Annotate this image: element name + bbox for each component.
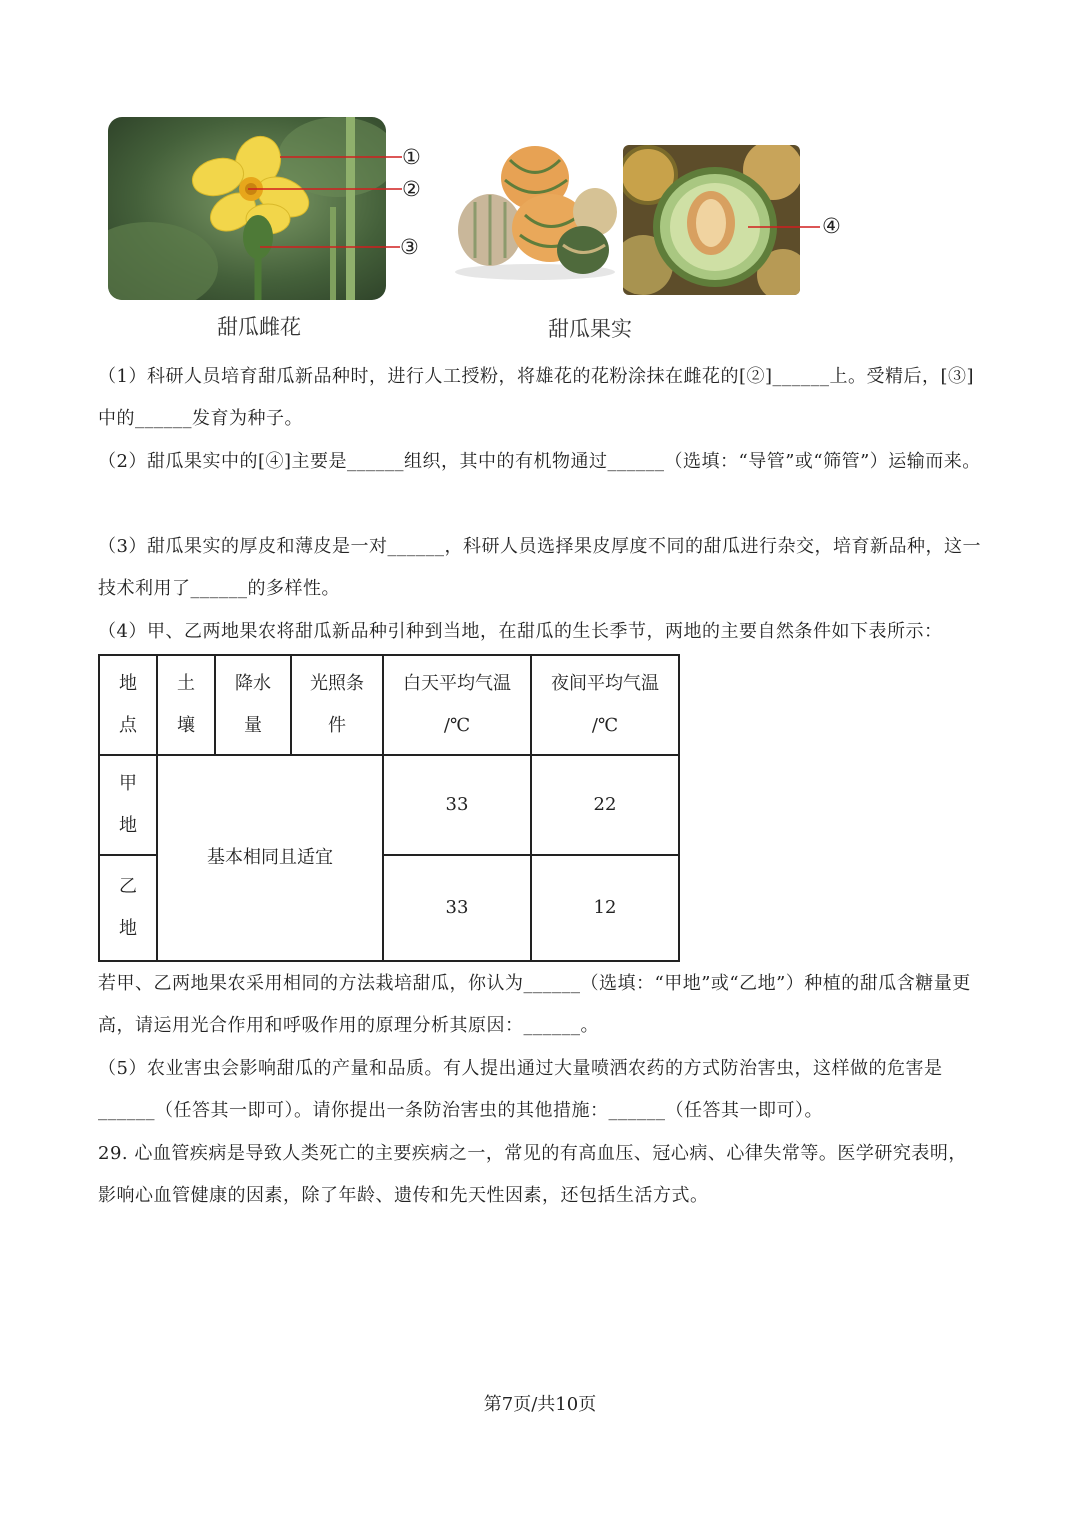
question-2: （2）甜瓜果实中的[④]主要是______组织，其中的有机物通过______（选填：“导管”或“筛管”）运输而来。 <box>98 451 981 472</box>
fruit-caption: 甜瓜果实 <box>548 317 632 341</box>
question-4-followup: 若甲、乙两地果农采用相同的方法栽培甜瓜，你认为______（选填：“甲地”或“乙地”）种植的甜瓜含糖量更高，请运用光合作用和呼吸作用的原理分析其原因：______。 <box>98 973 971 1036</box>
header-location: 地 点 <box>99 655 157 755</box>
label-2: ② <box>402 177 421 201</box>
day-temp-cell: 33 <box>383 755 531 855</box>
question-29: 29. 心血管疾病是导致人类死亡的主要疾病之一，常见的有高血压、冠心病、心律失常等。医学研究表明，影响心血管健康的因素，除了年龄、遗传和先天性因素，还包括生活方式。 <box>98 1143 967 1206</box>
place-cell: 乙 地 <box>99 855 157 961</box>
night-temp-cell: 22 <box>531 755 679 855</box>
place-cell: 甲 地 <box>99 755 157 855</box>
question-3: （3）甜瓜果实的厚皮和薄皮是一对______，科研人员选择果皮厚度不同的甜瓜进行杂交，培育新品种，这一技术利用了______的多样性。 <box>98 536 981 599</box>
shared-conditions-cell: 基本相同且适宜 <box>157 755 383 961</box>
header-rain: 降水 量 <box>215 655 291 755</box>
table-row <box>99 755 679 855</box>
melon-pile-photo <box>455 140 620 280</box>
header-night-temp: 夜间平均气温 /℃ <box>531 655 679 755</box>
melon-flower-photo <box>108 117 386 300</box>
header-light: 光照条 件 <box>291 655 383 755</box>
question-5: （5）农业害虫会影响甜瓜的产量和品质。有人提出通过大量喷洒农药的方式防治害虫，这样做的危害是______（任答其一即可）。请你提出一条防治害虫的其他措施：______（任答其一即可）。 <box>98 1058 943 1121</box>
page-footer: 第7页/共10页 <box>483 1394 597 1415</box>
header-soil: 土 壤 <box>157 655 215 755</box>
night-temp-cell: 12 <box>531 855 679 961</box>
question-4: （4）甲、乙两地果农将甜瓜新品种引种到当地，在甜瓜的生长季节，两地的主要自然条件如下表所示： <box>98 621 943 642</box>
conditions-table <box>98 654 680 962</box>
label-1: ① <box>402 145 421 169</box>
label-4: ④ <box>822 214 841 238</box>
header-day-temp: 白天平均气温 /℃ <box>383 655 531 755</box>
flower-caption: 甜瓜雌花 <box>217 315 301 339</box>
melon-section-photo <box>623 145 800 295</box>
question-1: （1）科研人员培育甜瓜新品种时，进行人工授粉，将雄花的花粉涂抹在雌花的[②]______上。受精后，[③]中的______发育为种子。 <box>98 366 975 429</box>
label-3: ③ <box>400 235 419 259</box>
day-temp-cell: 33 <box>383 855 531 961</box>
